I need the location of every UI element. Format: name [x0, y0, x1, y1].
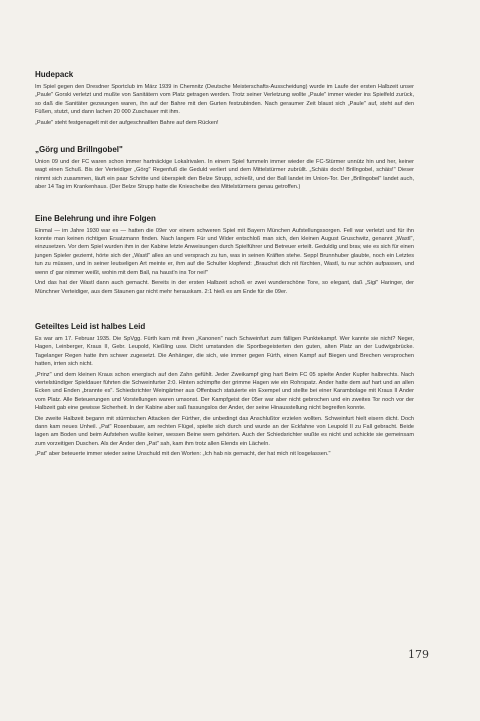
section-heading: Eine Belehrung und ihre Folgen	[35, 213, 156, 223]
section-goerg-und-brillngobel	[35, 145, 414, 192]
section-paragraph: „Paule" steht festgenagelt mit der aufgeschnallten Bahre auf dem Rücken!	[35, 119, 219, 126]
section-heading: „Görg und Brillngobel"	[35, 145, 123, 155]
section-paragraph: Und das hat der Wastl dann auch gemacht. Bereits in der ersten Halbzeit schoß er zwei wunderschöne Tore, so elegant, daß „Sigi" Haringer, der Münchner Verteidiger, aus dem Staunen gar nicht mehr herauskam. 2:1 hieß es am Ende für die 09er.	[35, 280, 414, 295]
section-paragraph: „Pat" aber beteuerte immer wieder seine Unschuld mit den Worten: „Ich hab nix gemacht, der hat mich nit losgelassen."	[35, 451, 331, 458]
section-heading: Hudepack	[35, 70, 74, 79]
section-hudepack	[35, 70, 414, 127]
section-paragraph: „Prinz" und dem kleinen Kraus schon energisch auf den Zahn gefühlt. Jeder Zweikampf ging hart Beim FC 05 spielte Ander Kupfer halbrechts. Nach viertelstündiger Spieldauer führten die Schweinfurter 2:0. Hinten schimpfte der grimme Hagen wie ein Rohrspatz. Ander hatte dem auf hart und an allen Ecken und Enden „brannte es". Schiedsrichter Weingärtner aus Offenbach statuierte ein Exempel und stellte bei einer Karambolage mit Kraus II Ander vom Platz. Alle Beteuerungen und Vorstellungen waren umsonst. Der Kampfgeist der 05er war aber nicht gebrochen und ein zweites Tor noch vor der Halbzeit gab eine gewisse Sicherheit. In der Kabine aber saß fassungslos der Ander, der seine Hinausstellung nicht begreifen konnte.	[35, 371, 414, 412]
section-heading: Geteiltes Leid ist halbes Leid	[35, 321, 146, 331]
section-paragraph: Union 09 und der FC waren schon immer hartnäckige Lokalrivalen. In einem Spiel fummeln immer wieder die FC-Stürmer unnütz hin und her, keiner wagt einen Schuß. Bis der Verteidiger „Görg" Regenfuß die Geduld verliert und dem Mittelstürmer zubrüllt. „Schäis doch! Brillngobel, schäis!" Dieser nimmt sich zusammen, läuft ein paar Schritte und überspielt den Belze Strupp, schießt, und der Ball landet im Union-Tor. Der „Brillngobel" landet auch, aber 14 Tag im Krankenhaus. (Der Belze Strupp hatte die Kniescheibe des Mittelstürmers genau getroffen.)	[35, 159, 414, 191]
section-paragraph: Die zweite Halbzeit begann mit stürmischen Attacken der Fürther, die unbedingt das Anschlußtor erzielen wollten. Schweinfurt hielt eisern dicht. Doch dann kam neues Unheil. „Pat" Rosenbauer, am rechten Flügel, spielte sich durch und wurde an der Eckfahne von Leupold II zu Fall gebracht. Beide lagen am Boden und beim Aufstehen wußte keiner, wessen Beine wem gehörten. Auch der Schiedsrichter wußte es nicht und schickte sie gemeinsam zum vorzeitigen Duschen. Als der Ander den „Pat" sah, kam ihm trotz allen Elends ein Lächeln.	[35, 415, 414, 447]
section-paragraph: Es war am 17. Februar 1935. Die SpVgg. Fürth kam mit ihren „Kanonen" nach Schweinfurt zum fälligen Punktekampf. Wer kannte sie nicht? Neger, Hagen, Leinberger, Kraus II, Gebr. Leupold, Kießling usw. Dicht umstanden die Sportbegeisterten den guten, alten Platz an der Ludwigsbrücke. Tagelanger Regen hatte ihm schwer zugesetzt. Die Anhänger, die sich, wie immer gegen Fürth, einen Kampf auf Biegen und Brechen versprochen hatten, irrten sich nicht.	[35, 335, 414, 368]
section-geteiltes-leid	[35, 322, 414, 459]
section-paragraph: Einmal — im Jahre 1930 war es — hatten die 09er vor einem schweren Spiel mit Bayern München Aufstellungssorgen. Fell war verletzt und für ihn konnte man keinen richtigen Ersatzmann finden. Nach langem Für und Wider entschloß man sich, den kleinen August Gruschwitz, genannt „Wastl", einzusetzen. Vor dem Spiel wurden ihm in der Kabine letzte Anweisungen durch Spielführer und Betreuer erteilt. Geduldig und brav, wie es sich für einen jungen Spieler geziemt, hörte sich der „Wastl" alles an und versprach zu tun, was in seinen Kräften stehe. Seppl Brunnhuber glaubte, noch ein Letztes tun zu müssen, und in seiner leutseligen Art meinte er, ihm auf die Schulter klopfend: „Brauchst dich nit fürchten, Wastl, tu nur schön aufpassen, und wenn d' gar nimmer weißt, wohin mit dem Ball, na haust'n ins Tor nei!"	[35, 227, 414, 276]
page-number: 179	[408, 648, 429, 661]
section-eine-belehrung	[35, 214, 414, 296]
section-paragraph: Im Spiel gegen den Dresdner Sportclub im März 1939 in Chemnitz (Deutsche Meisterschafts-Ausscheidung) wurde im Laufe der ersten Halbzeit unser „Paule" Gorski verletzt und mußte von Sanitätern vom Platz getragen werden. Trotz seiner Verletzung wollte „Paule" immer wieder ins Spielfeld zurück, so daß die Sanitäter gezwungen waren, ihn auf der Bahre mit den Gurten festzubinden. Nach geraumer Zeit blaust sich „Paule" auf, steht auf den Füßen, stutzt, und dann lachen 20 000 Zuschauer mit ihm.	[35, 84, 414, 116]
